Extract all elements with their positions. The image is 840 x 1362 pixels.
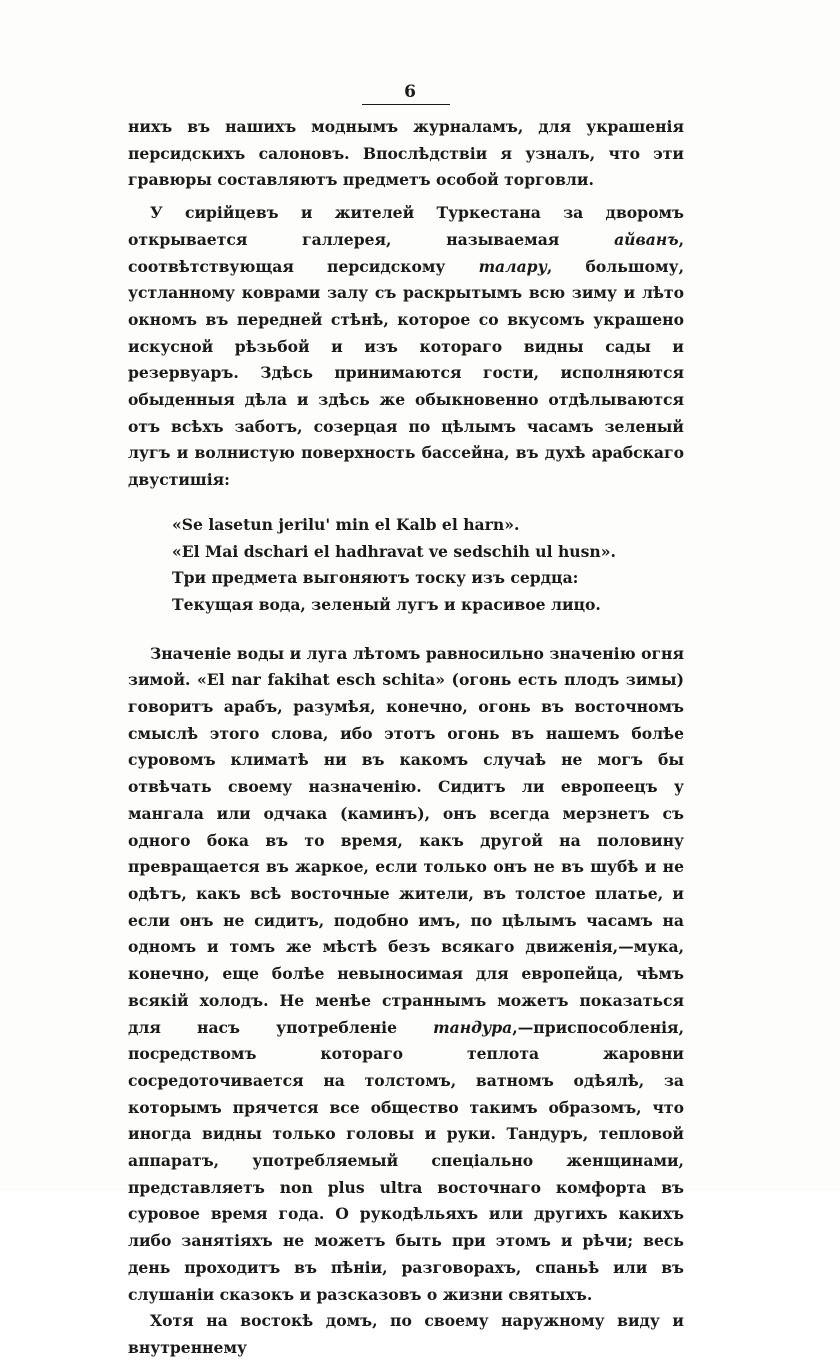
paragraph-text: ,—приспособленія, посредствомъ котораго теплота жаровни сосредоточивается на толстомъ, ватномъ одѣялѣ, за которымъ прячется все общество такимъ образомъ, что иногда видны только головы и руки. Тандуръ, тепловой аппаратъ, употребляемый спеціально женщинами, представляетъ non plus ultra восточнаго комфорта въ суровое время года. О рукодѣльяхъ или другихъ какихъ либо занятіяхъ не можетъ быть при этомъ и рѣчи; весь день проходитъ въ пѣніи, разговорахъ, спаньѣ или въ слушаніи сказокъ и разсказовъ о жизни святыхъ. xyxy=(128,1017,684,1304)
paragraph-galleries xyxy=(128,200,684,494)
verse-line: Текущая вода, зеленый лугъ и красивое лицо. xyxy=(172,594,601,614)
term-aivan: айванъ xyxy=(614,229,679,249)
verse-line: Три предмета выгоняютъ тоску изъ сердца: xyxy=(172,568,579,588)
paragraph-text: , большому, устланному коврами залу съ раскрытымъ всю зиму и лѣто окномъ въ передней стѣнѣ, которое со вкусомъ украшено искусной рѣзьбой и изъ котораго видны сады и резервуаръ. Здѣсь принимаются гости, исполняются обыденныя дѣла и здѣсь же обыкновенно отдѣлываются отъ всѣхъ заботъ, созерцая по цѣлымъ часамъ зеленый лугъ и волнистую поверхность бассейна, въ духѣ арабскаго двустишія: xyxy=(128,256,684,490)
page-number: 6 xyxy=(404,82,416,102)
paragraph-text: , соотвѣтствующая персидскому xyxy=(128,229,684,276)
verse-line: «Se lasetun jerilu' min el Kalb el harn». xyxy=(172,514,520,534)
term-tandur: тандура xyxy=(433,1017,513,1037)
page-number-rule xyxy=(362,104,450,105)
paragraph-house: Хотя на востокѣ домъ, по своему наружному виду и внутреннему xyxy=(128,1311,684,1357)
paragraph-text: Значеніе воды и луга лѣтомъ равносильно значенію огня зимой. «El nar fakihat esch schita» (огонь есть плодъ зимы) говоритъ арабъ, разумѣя, конечно, огонь въ восточномъ смыслѣ этого слова, ибо этотъ огонь въ нашемъ болѣе суровомъ климатѣ ни въ какомъ случаѣ не могъ бы отвѣчать своему назначенію. Сидитъ ли европеецъ у мангала или одчака (каминъ), онъ всегда мерзнетъ съ одного бока въ то время, какъ другой на половину превращается въ жаркое, если только онъ не въ шубѣ и не одѣтъ, какъ всѣ восточные жители, въ толстое платье, и если онъ не сидитъ, подобно имъ, по цѣлымъ часамъ на одномъ и томъ же мѣстѣ безъ всякаго движенія,—мука, конечно, еще болѣе невыносимая для европейца, чѣмъ всякій холодъ. Не менѣе страннымъ можетъ показаться для насъ употребленіе xyxy=(128,643,684,1037)
body-text xyxy=(128,114,684,1362)
paragraph-text: У сирійцевъ и жителей Туркестана за дворомъ открывается галлерея, называемая xyxy=(128,203,684,249)
verse-quotation xyxy=(172,512,684,619)
paragraph-fire xyxy=(128,641,684,1309)
paragraph-continued: нихъ въ нашихъ моднымъ журналамъ, для украшенія персидскихъ салоновъ. Впослѣдствіи я узналъ, что эти гравюры составляютъ предметъ особой торговли. xyxy=(128,117,684,190)
verse-line: «El Mai dschari el hadhravat ve sedschih ul husn». xyxy=(172,541,616,561)
term-talar: талару xyxy=(478,256,547,276)
